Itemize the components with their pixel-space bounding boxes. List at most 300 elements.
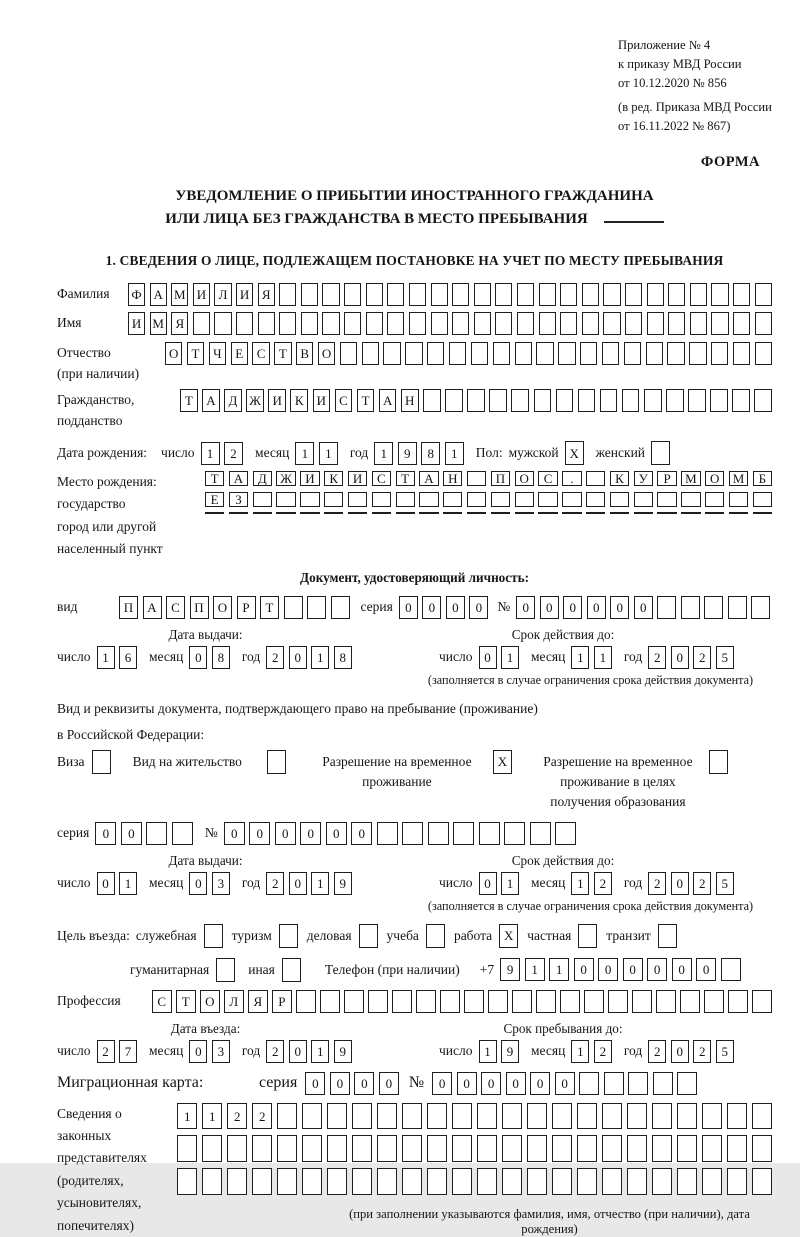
char-cell[interactable]	[324, 492, 343, 507]
char-cell[interactable]: П	[491, 471, 510, 486]
char-cell[interactable]	[296, 990, 316, 1013]
char-cell[interactable]	[302, 1103, 322, 1130]
char-cell[interactable]	[556, 389, 574, 412]
char-cell[interactable]	[690, 312, 707, 335]
char-cell[interactable]	[368, 990, 388, 1013]
char-cell[interactable]: Я	[248, 990, 268, 1013]
char-cell[interactable]	[276, 512, 295, 514]
char-cell[interactable]: Д	[253, 471, 272, 486]
char-cell[interactable]	[431, 283, 448, 306]
char-cell[interactable]: 1	[97, 646, 115, 669]
char-cell[interactable]: Т	[176, 990, 196, 1013]
char-cell[interactable]: Р	[237, 596, 256, 619]
char-cell[interactable]	[604, 1072, 624, 1095]
char-cell[interactable]	[387, 283, 404, 306]
char-cell[interactable]	[277, 1168, 297, 1195]
char-cell[interactable]	[236, 312, 253, 335]
char-cell[interactable]: 0	[330, 1072, 350, 1095]
char-cell[interactable]: Ж	[276, 471, 295, 486]
char-cell[interactable]: И	[300, 471, 319, 486]
char-cell[interactable]	[536, 990, 556, 1013]
char-cell[interactable]	[474, 283, 491, 306]
char-cell[interactable]	[495, 312, 512, 335]
char-cell[interactable]: А	[150, 283, 167, 306]
char-cell[interactable]	[252, 1168, 272, 1195]
char-cell[interactable]: 1	[119, 872, 137, 895]
char-cell[interactable]	[405, 342, 422, 365]
char-cell[interactable]: 0	[671, 646, 689, 669]
char-cell[interactable]: 8	[212, 646, 230, 669]
char-cell[interactable]: 2	[594, 1040, 612, 1063]
char-cell[interactable]: Б	[753, 471, 772, 486]
char-cell[interactable]	[702, 1168, 722, 1195]
char-cell[interactable]	[392, 990, 412, 1013]
char-cell[interactable]: С	[166, 596, 185, 619]
char-cell[interactable]: 1	[501, 872, 519, 895]
char-cell[interactable]	[302, 1135, 322, 1162]
char-cell[interactable]	[578, 389, 596, 412]
char-cell[interactable]	[711, 283, 728, 306]
char-cell[interactable]: И	[236, 283, 253, 306]
char-cell[interactable]: Т	[396, 471, 415, 486]
char-cell[interactable]	[560, 312, 577, 335]
char-cell[interactable]	[477, 1103, 497, 1130]
char-cell[interactable]	[603, 312, 620, 335]
char-cell[interactable]	[752, 1103, 772, 1130]
char-cell[interactable]	[681, 512, 700, 514]
char-cell[interactable]: 8	[334, 646, 352, 669]
char-cell[interactable]	[652, 1168, 672, 1195]
char-cell[interactable]: 1	[319, 442, 338, 465]
char-cell[interactable]: .	[562, 471, 581, 486]
char-cell[interactable]	[517, 283, 534, 306]
char-cell[interactable]	[753, 492, 772, 507]
char-cell[interactable]	[452, 312, 469, 335]
char-cell[interactable]	[491, 492, 510, 507]
char-cell[interactable]	[348, 512, 367, 514]
char-cell[interactable]	[423, 389, 441, 412]
char-cell[interactable]	[284, 596, 303, 619]
char-cell[interactable]	[555, 822, 576, 845]
char-cell[interactable]	[322, 312, 339, 335]
char-cell[interactable]: 1	[445, 442, 464, 465]
char-cell[interactable]: 9	[334, 872, 352, 895]
char-cell[interactable]	[229, 512, 248, 514]
char-cell[interactable]	[409, 312, 426, 335]
char-cell[interactable]	[279, 283, 296, 306]
char-cell[interactable]	[502, 1103, 522, 1130]
char-cell[interactable]: 2	[693, 646, 711, 669]
char-cell[interactable]	[711, 342, 728, 365]
char-cell[interactable]	[344, 312, 361, 335]
char-cell[interactable]	[728, 596, 747, 619]
char-cell[interactable]: 0	[555, 1072, 575, 1095]
char-cell[interactable]	[491, 512, 510, 514]
char-cell[interactable]	[634, 512, 653, 514]
char-cell[interactable]	[653, 1072, 673, 1095]
char-cell[interactable]: 0	[506, 1072, 526, 1095]
char-cell[interactable]: 0	[598, 958, 618, 981]
char-cell[interactable]	[352, 1103, 372, 1130]
char-cell[interactable]	[709, 750, 728, 774]
char-cell[interactable]: 2	[227, 1103, 247, 1130]
char-cell[interactable]: 2	[693, 872, 711, 895]
char-cell[interactable]	[625, 312, 642, 335]
char-cell[interactable]	[530, 822, 551, 845]
char-cell[interactable]	[409, 283, 426, 306]
char-cell[interactable]: 2	[266, 646, 284, 669]
char-cell[interactable]: В	[296, 342, 313, 365]
char-cell[interactable]	[452, 1168, 472, 1195]
char-cell[interactable]: Р	[657, 471, 676, 486]
char-cell[interactable]: 0	[479, 646, 497, 669]
char-cell[interactable]: 9	[500, 958, 520, 981]
char-cell[interactable]: О	[318, 342, 335, 365]
char-cell[interactable]: 0	[530, 1072, 550, 1095]
char-cell[interactable]	[253, 512, 272, 514]
char-cell[interactable]	[652, 1135, 672, 1162]
char-cell[interactable]: Я	[258, 283, 275, 306]
char-cell[interactable]: 1	[571, 872, 589, 895]
char-cell[interactable]	[732, 389, 750, 412]
char-cell[interactable]	[383, 342, 400, 365]
char-cell[interactable]: Н	[401, 389, 419, 412]
char-cell[interactable]	[582, 312, 599, 335]
char-cell[interactable]: 0	[540, 596, 559, 619]
char-cell[interactable]: 0	[189, 872, 207, 895]
char-cell[interactable]	[366, 312, 383, 335]
char-cell[interactable]	[627, 1103, 647, 1130]
char-cell[interactable]	[667, 342, 684, 365]
char-cell[interactable]	[658, 924, 677, 948]
char-cell[interactable]	[751, 596, 770, 619]
char-cell[interactable]: 1	[549, 958, 569, 981]
char-cell[interactable]	[202, 1168, 222, 1195]
char-cell[interactable]	[366, 283, 383, 306]
char-cell[interactable]: Н	[443, 471, 462, 486]
char-cell[interactable]	[202, 1135, 222, 1162]
char-cell[interactable]	[560, 990, 580, 1013]
char-cell[interactable]: Т	[357, 389, 375, 412]
char-cell[interactable]: 1	[501, 646, 519, 669]
char-cell[interactable]	[427, 342, 444, 365]
char-cell[interactable]	[372, 492, 391, 507]
char-cell[interactable]	[681, 492, 700, 507]
char-cell[interactable]	[657, 596, 676, 619]
char-cell[interactable]	[666, 389, 684, 412]
char-cell[interactable]: А	[379, 389, 397, 412]
char-cell[interactable]	[577, 1103, 597, 1130]
char-cell[interactable]	[216, 958, 235, 982]
char-cell[interactable]: О	[705, 471, 724, 486]
char-cell[interactable]: 2	[594, 872, 612, 895]
char-cell[interactable]	[440, 990, 460, 1013]
char-cell[interactable]: 7	[119, 1040, 137, 1063]
char-cell[interactable]: 5	[716, 872, 734, 895]
char-cell[interactable]	[511, 389, 529, 412]
char-cell[interactable]: 1	[311, 646, 329, 669]
char-cell[interactable]	[205, 512, 224, 514]
char-cell[interactable]: 0	[97, 872, 115, 895]
char-cell[interactable]: М	[150, 312, 167, 335]
char-cell[interactable]: 0	[574, 958, 594, 981]
char-cell[interactable]: П	[190, 596, 209, 619]
char-cell[interactable]: 2	[266, 872, 284, 895]
char-cell[interactable]	[452, 1135, 472, 1162]
char-cell[interactable]	[628, 1072, 648, 1095]
char-cell[interactable]	[733, 342, 750, 365]
char-cell[interactable]	[467, 471, 486, 486]
char-cell[interactable]: 0	[469, 596, 488, 619]
char-cell[interactable]	[527, 1135, 547, 1162]
char-cell[interactable]	[327, 1135, 347, 1162]
char-cell[interactable]	[647, 283, 664, 306]
char-cell[interactable]	[627, 1135, 647, 1162]
char-cell[interactable]	[402, 1103, 422, 1130]
char-cell[interactable]: 2	[224, 442, 243, 465]
char-cell[interactable]: 0	[672, 958, 692, 981]
char-cell[interactable]	[562, 512, 581, 514]
char-cell[interactable]	[324, 512, 343, 514]
char-cell[interactable]	[426, 924, 445, 948]
char-cell[interactable]	[534, 389, 552, 412]
char-cell[interactable]	[677, 1103, 697, 1130]
char-cell[interactable]	[502, 1135, 522, 1162]
char-cell[interactable]	[344, 283, 361, 306]
char-cell[interactable]: 3	[212, 872, 230, 895]
char-cell[interactable]	[578, 924, 597, 948]
char-cell[interactable]: 0	[189, 1040, 207, 1063]
char-cell[interactable]: 1	[202, 1103, 222, 1130]
char-cell[interactable]	[301, 312, 318, 335]
char-cell[interactable]: М	[681, 471, 700, 486]
char-cell[interactable]: К	[290, 389, 308, 412]
char-cell[interactable]	[610, 492, 629, 507]
char-cell[interactable]	[627, 1168, 647, 1195]
char-cell[interactable]	[489, 389, 507, 412]
char-cell[interactable]	[677, 1072, 697, 1095]
char-cell[interactable]	[300, 512, 319, 514]
char-cell[interactable]	[279, 924, 298, 948]
char-cell[interactable]: 0	[289, 872, 307, 895]
char-cell[interactable]: 0	[432, 1072, 452, 1095]
char-cell[interactable]	[624, 342, 641, 365]
char-cell[interactable]: Ф	[128, 283, 145, 306]
char-cell[interactable]	[445, 389, 463, 412]
char-cell[interactable]: 0	[354, 1072, 374, 1095]
char-cell[interactable]: Д	[224, 389, 242, 412]
char-cell[interactable]: 0	[563, 596, 582, 619]
char-cell[interactable]	[536, 342, 553, 365]
char-cell[interactable]: П	[119, 596, 138, 619]
char-cell[interactable]	[419, 492, 438, 507]
char-cell[interactable]	[710, 389, 728, 412]
char-cell[interactable]	[584, 990, 604, 1013]
char-cell[interactable]	[610, 512, 629, 514]
char-cell[interactable]	[586, 492, 605, 507]
char-cell[interactable]	[602, 1168, 622, 1195]
char-cell[interactable]	[608, 990, 628, 1013]
char-cell[interactable]	[172, 822, 193, 845]
char-cell[interactable]: 8	[421, 442, 440, 465]
char-cell[interactable]	[427, 1103, 447, 1130]
char-cell[interactable]: 0	[587, 596, 606, 619]
char-cell[interactable]: Ч	[209, 342, 226, 365]
char-cell[interactable]: 2	[266, 1040, 284, 1063]
char-cell[interactable]	[416, 990, 436, 1013]
char-cell[interactable]	[647, 312, 664, 335]
char-cell[interactable]: 0	[249, 822, 270, 845]
char-cell[interactable]	[527, 1168, 547, 1195]
char-cell[interactable]: О	[213, 596, 232, 619]
char-cell[interactable]	[267, 750, 286, 774]
char-cell[interactable]	[352, 1135, 372, 1162]
char-cell[interactable]	[515, 342, 532, 365]
char-cell[interactable]: Я	[171, 312, 188, 335]
char-cell[interactable]	[646, 342, 663, 365]
char-cell[interactable]	[753, 512, 772, 514]
char-cell[interactable]: А	[202, 389, 220, 412]
char-cell[interactable]: 0	[289, 1040, 307, 1063]
char-cell[interactable]	[377, 1168, 397, 1195]
char-cell[interactable]: 5	[716, 646, 734, 669]
char-cell[interactable]: 1	[295, 442, 314, 465]
char-cell[interactable]: С	[335, 389, 353, 412]
char-cell[interactable]	[668, 283, 685, 306]
char-cell[interactable]	[538, 512, 557, 514]
char-cell[interactable]	[471, 342, 488, 365]
char-cell[interactable]	[752, 990, 772, 1013]
char-cell[interactable]	[344, 990, 364, 1013]
char-cell[interactable]	[372, 512, 391, 514]
char-cell[interactable]	[300, 492, 319, 507]
char-cell[interactable]	[733, 312, 750, 335]
char-cell[interactable]	[689, 342, 706, 365]
char-cell[interactable]	[477, 1135, 497, 1162]
char-cell[interactable]: 0	[275, 822, 296, 845]
char-cell[interactable]	[177, 1135, 197, 1162]
char-cell[interactable]	[362, 342, 379, 365]
char-cell[interactable]: 0	[121, 822, 142, 845]
char-cell[interactable]: 0	[189, 646, 207, 669]
char-cell[interactable]	[552, 1135, 572, 1162]
char-cell[interactable]	[656, 990, 676, 1013]
char-cell[interactable]	[512, 990, 532, 1013]
char-cell[interactable]: И	[128, 312, 145, 335]
char-cell[interactable]	[681, 596, 700, 619]
char-cell[interactable]	[402, 822, 423, 845]
char-cell[interactable]	[602, 1103, 622, 1130]
char-cell[interactable]: 1	[479, 1040, 497, 1063]
char-cell[interactable]	[377, 1103, 397, 1130]
char-cell[interactable]: 0	[300, 822, 321, 845]
char-cell[interactable]: Т	[274, 342, 291, 365]
char-cell[interactable]	[644, 389, 662, 412]
char-cell[interactable]	[359, 924, 378, 948]
char-cell[interactable]	[479, 822, 500, 845]
char-cell[interactable]	[495, 283, 512, 306]
char-cell[interactable]	[602, 342, 619, 365]
char-cell[interactable]: Ж	[246, 389, 264, 412]
char-cell[interactable]	[301, 283, 318, 306]
char-cell[interactable]	[752, 1168, 772, 1195]
char-cell[interactable]	[467, 389, 485, 412]
char-cell[interactable]	[302, 1168, 322, 1195]
char-cell[interactable]: Т	[205, 471, 224, 486]
char-cell[interactable]	[754, 389, 772, 412]
char-cell[interactable]	[600, 389, 618, 412]
char-cell[interactable]: С	[252, 342, 269, 365]
char-cell[interactable]	[443, 512, 462, 514]
char-cell[interactable]	[552, 1103, 572, 1130]
char-cell[interactable]	[680, 990, 700, 1013]
char-cell[interactable]	[755, 342, 772, 365]
char-cell[interactable]: И	[268, 389, 286, 412]
char-cell[interactable]	[467, 512, 486, 514]
char-cell[interactable]	[517, 312, 534, 335]
char-cell[interactable]	[702, 1135, 722, 1162]
char-cell[interactable]	[755, 283, 772, 306]
char-cell[interactable]	[602, 1135, 622, 1162]
char-cell[interactable]	[580, 342, 597, 365]
char-cell[interactable]	[282, 958, 301, 982]
char-cell[interactable]	[327, 1103, 347, 1130]
char-cell[interactable]	[634, 492, 653, 507]
char-cell[interactable]: 0	[671, 1040, 689, 1063]
char-cell[interactable]: Т	[260, 596, 279, 619]
char-cell[interactable]: А	[229, 471, 248, 486]
char-cell[interactable]	[515, 512, 534, 514]
char-cell[interactable]: 2	[693, 1040, 711, 1063]
char-cell[interactable]	[453, 822, 474, 845]
char-cell[interactable]	[396, 492, 415, 507]
char-cell[interactable]: 3	[212, 1040, 230, 1063]
char-cell[interactable]: А	[419, 471, 438, 486]
char-cell[interactable]	[677, 1168, 697, 1195]
char-cell[interactable]	[204, 924, 223, 948]
char-cell[interactable]	[625, 283, 642, 306]
char-cell[interactable]	[402, 1135, 422, 1162]
char-cell[interactable]: X	[493, 750, 512, 774]
char-cell[interactable]: 0	[422, 596, 441, 619]
char-cell[interactable]	[340, 342, 357, 365]
char-cell[interactable]	[688, 389, 706, 412]
char-cell[interactable]	[657, 492, 676, 507]
char-cell[interactable]	[651, 441, 670, 465]
char-cell[interactable]	[704, 596, 723, 619]
char-cell[interactable]	[721, 958, 741, 981]
char-cell[interactable]: 0	[289, 646, 307, 669]
char-cell[interactable]: 9	[334, 1040, 352, 1063]
char-cell[interactable]: Л	[224, 990, 244, 1013]
char-cell[interactable]	[452, 283, 469, 306]
char-cell[interactable]: 1	[374, 442, 393, 465]
char-cell[interactable]	[577, 1135, 597, 1162]
char-cell[interactable]	[711, 312, 728, 335]
char-cell[interactable]	[755, 312, 772, 335]
char-cell[interactable]	[427, 1168, 447, 1195]
char-cell[interactable]	[728, 990, 748, 1013]
char-cell[interactable]: 1	[571, 646, 589, 669]
char-cell[interactable]	[586, 471, 605, 486]
char-cell[interactable]: К	[610, 471, 629, 486]
char-cell[interactable]	[396, 512, 415, 514]
char-cell[interactable]	[276, 492, 295, 507]
char-cell[interactable]	[467, 492, 486, 507]
char-cell[interactable]: И	[348, 471, 367, 486]
char-cell[interactable]	[705, 492, 724, 507]
char-cell[interactable]	[477, 1168, 497, 1195]
